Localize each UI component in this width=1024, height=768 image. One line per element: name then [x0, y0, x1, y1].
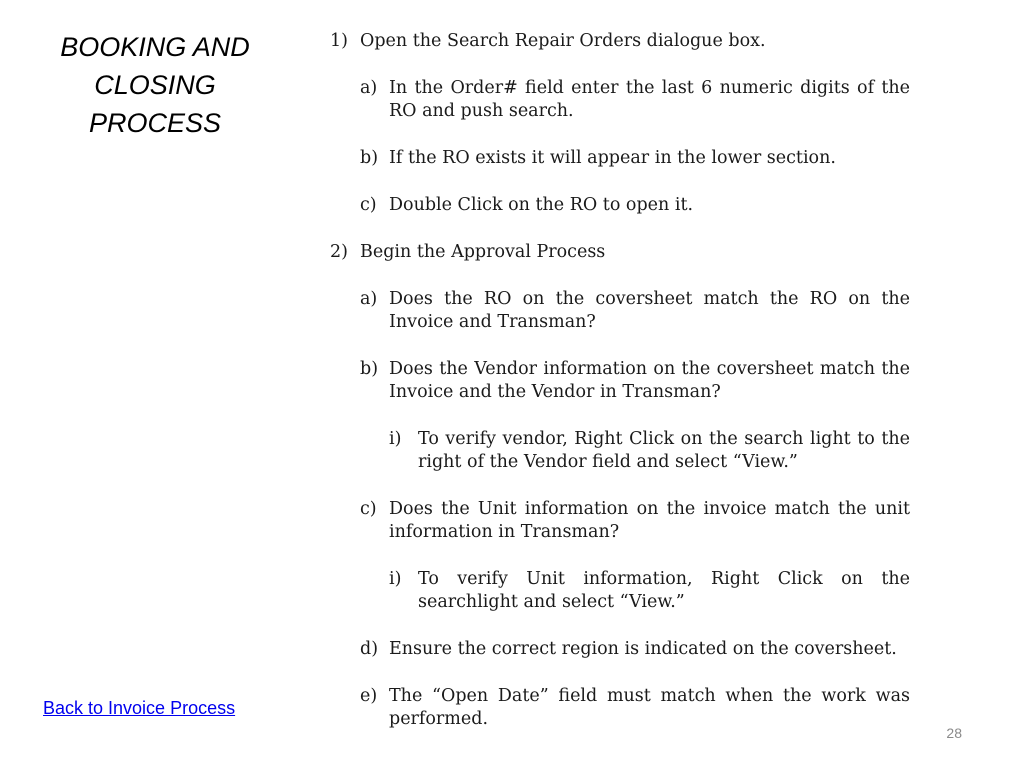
step-marker: 2): [330, 242, 348, 262]
step-marker: d): [360, 639, 379, 659]
step-text: To verify Unit information, Right Click on the searchlight and select “View.”: [418, 569, 910, 612]
slide-title-line: CLOSING: [94, 70, 216, 100]
step-2b-i: [389, 428, 910, 474]
step-text: Does the Vendor information on the coversheet match the Invoice and the Vendor in Transman?: [389, 359, 910, 402]
step-2b: [360, 358, 910, 404]
step-marker: c): [360, 195, 377, 215]
step-marker: i): [389, 569, 402, 589]
step-marker: b): [360, 359, 379, 379]
step-text: If the RO exists it will appear in the lower section.: [389, 148, 836, 168]
step-marker: e): [360, 686, 378, 706]
step-2a: [360, 288, 910, 334]
step-marker: b): [360, 148, 379, 168]
step-text: Does the Unit information on the invoice match the unit information in Transman?: [389, 499, 910, 542]
slide-title-line: PROCESS: [88, 108, 222, 138]
page-number: 28: [946, 725, 962, 741]
instruction-list: [330, 30, 910, 731]
step-text: Ensure the correct region is indicated on the coversheet.: [389, 639, 897, 659]
slide-title: [30, 28, 280, 142]
step-marker: 1): [330, 31, 348, 51]
step-text: Open the Search Repair Orders dialogue box.: [360, 31, 766, 51]
step-1c: [360, 194, 910, 217]
step-2d: [360, 638, 910, 661]
step-text: In the Order# field enter the last 6 numeric digits of the RO and push search.: [389, 78, 910, 121]
step-2c: [360, 498, 910, 544]
back-to-invoice-process-link[interactable]: Back to Invoice Process: [43, 698, 236, 718]
step-text: To verify vendor, Right Click on the search light to the right of the Vendor field and select “View.”: [418, 429, 910, 472]
step-marker: a): [360, 78, 378, 98]
step-marker: i): [389, 429, 402, 449]
step-text: Double Click on the RO to open it.: [389, 195, 694, 215]
step-marker: a): [360, 289, 378, 309]
slide-title-line: BOOKING AND: [60, 32, 250, 62]
step-marker: c): [360, 499, 377, 519]
step-2e: [360, 685, 910, 731]
step-1: [330, 30, 910, 53]
step-1a: [360, 77, 910, 123]
step-2: [330, 241, 910, 264]
step-text: The “Open Date” field must match when the work was performed.: [389, 686, 910, 729]
step-2c-i: [389, 568, 910, 614]
step-text: Does the RO on the coversheet match the RO on the Invoice and Transman?: [389, 289, 910, 332]
step-1b: [360, 147, 910, 170]
step-text: Begin the Approval Process: [360, 242, 606, 262]
